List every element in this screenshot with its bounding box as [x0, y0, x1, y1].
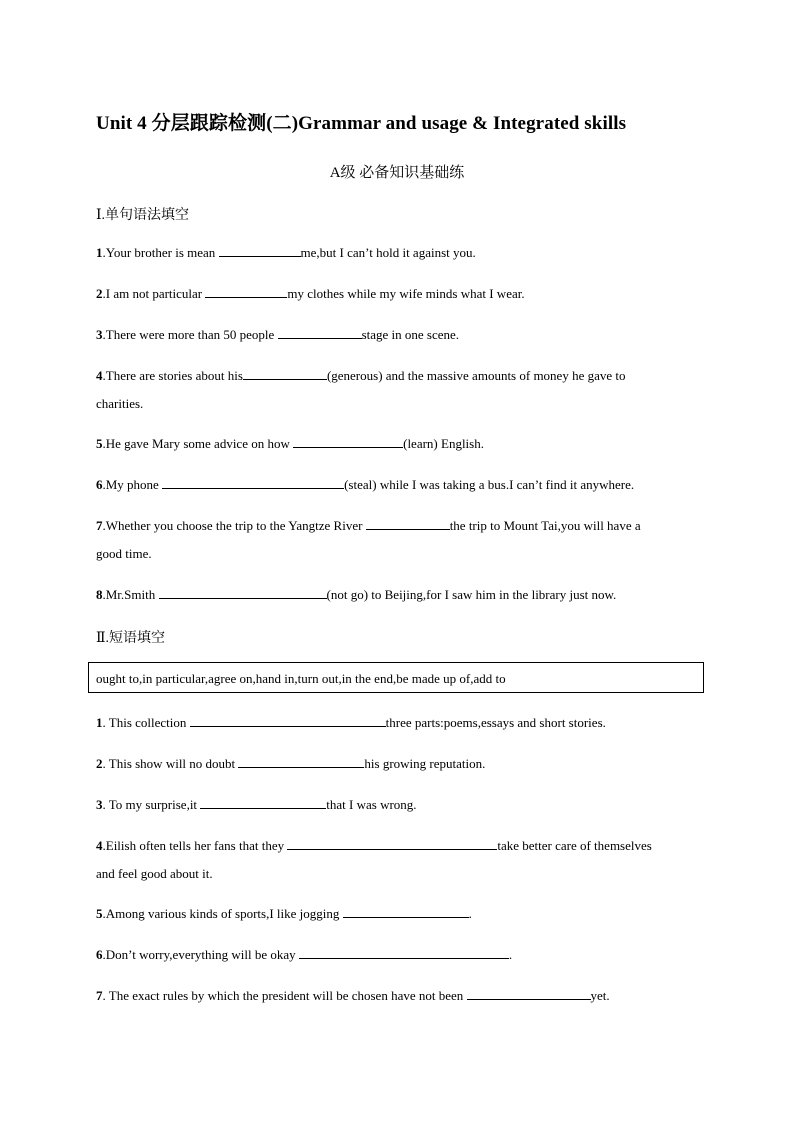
question-text: .: [508, 947, 513, 962]
question-text: .My phone: [102, 477, 163, 492]
question-text: .Whether you choose the trip to the Yangtze River: [102, 518, 366, 533]
question-text: . To my surprise,it: [102, 797, 201, 812]
answer-blank[interactable]: [159, 584, 327, 599]
page-title: Unit 4 分层跟踪检测(二)Grammar and usage & Integrated skills: [96, 113, 627, 134]
part2-question-7: [96, 982, 696, 1010]
question-number: 2: [96, 286, 103, 301]
question-text: .Don’t worry,everything will be okay: [102, 947, 299, 962]
answer-blank[interactable]: [190, 712, 386, 727]
question-text: me,but I can’t hold it against you.: [300, 245, 476, 260]
question-text: .Your brother is mean: [102, 245, 219, 260]
answer-blank[interactable]: [219, 242, 301, 257]
question-text-continued: good time.: [96, 546, 152, 561]
question-text: (generous) and the massive amounts of money he gave to: [326, 368, 626, 383]
question-number: 7: [96, 518, 103, 533]
part1-question-6: [96, 471, 696, 499]
answer-blank[interactable]: [278, 324, 362, 339]
question-text: .: [468, 906, 472, 921]
question-text-continued: charities.: [96, 396, 144, 411]
question-number: 2: [96, 756, 103, 771]
question-text: the trip to Mount Tai,you will have a: [449, 518, 641, 533]
question-number: 5: [96, 436, 103, 451]
question-text: . This show will no doubt: [102, 756, 239, 771]
question-text: his growing reputation.: [364, 756, 486, 771]
question-text: (learn) English.: [403, 436, 484, 451]
question-text: .Among various kinds of sports,I like jogging: [102, 906, 343, 921]
question-text: .Mr.Smith: [102, 587, 159, 602]
question-text: . The exact rules by which the president will be chosen have not been: [102, 988, 467, 1003]
question-number: 6: [96, 947, 103, 962]
answer-blank[interactable]: [299, 944, 509, 959]
question-text: .There are stories about his: [102, 368, 243, 383]
question-text: that I was wrong.: [326, 797, 417, 812]
part1-question-1: [96, 239, 696, 267]
question-number: 7: [96, 988, 103, 1003]
part2-question-2: [96, 750, 696, 778]
question-text: three parts:poems,essays and short stories.: [385, 715, 606, 730]
section-heading-part1: Ⅰ.单句语法填空: [96, 208, 190, 223]
part1-question-3: [96, 321, 696, 349]
question-text: my clothes while my wife minds what I wear.: [287, 286, 525, 301]
part1-question-2: [96, 280, 696, 308]
question-text: yet.: [590, 988, 610, 1003]
section-heading-part2: Ⅱ.短语填空: [96, 631, 166, 646]
part2-question-1: [96, 709, 696, 737]
question-text: .There were more than 50 people: [102, 327, 278, 342]
question-number: 3: [96, 797, 103, 812]
level-heading: A级 必备知识基础练: [329, 165, 465, 181]
answer-blank[interactable]: [287, 835, 497, 850]
question-text: .He gave Mary some advice on how: [102, 436, 294, 451]
answer-blank[interactable]: [200, 794, 326, 809]
question-number: 4: [96, 368, 103, 383]
answer-blank[interactable]: [343, 903, 469, 918]
answer-blank[interactable]: [293, 433, 403, 448]
phrase-bank-box: ought to,in particular,agree on,hand in,turn out,in the end,be made up of,add to: [88, 662, 704, 693]
question-number: 8: [96, 587, 103, 602]
question-text: take better care of themselves: [497, 838, 652, 853]
answer-blank[interactable]: [243, 365, 327, 380]
part1-question-7: [96, 512, 696, 568]
part2-question-5: [96, 900, 696, 928]
question-number: 1: [96, 715, 103, 730]
answer-blank[interactable]: [162, 474, 344, 489]
question-text: .I am not particular: [102, 286, 206, 301]
question-text: .Eilish often tells her fans that they: [102, 838, 288, 853]
part2-question-6: [96, 941, 696, 969]
answer-blank[interactable]: [366, 515, 450, 530]
question-text: (not go) to Beijing,for I saw him in the library just now.: [326, 587, 617, 602]
question-text: stage in one scene.: [361, 327, 460, 342]
question-number: 4: [96, 838, 103, 853]
answer-blank[interactable]: [238, 753, 364, 768]
question-text: . This collection: [102, 715, 190, 730]
question-number: 6: [96, 477, 103, 492]
part1-question-5: [96, 430, 696, 458]
part2-question-4: [96, 832, 696, 888]
answer-blank[interactable]: [205, 283, 287, 298]
question-number: 3: [96, 327, 103, 342]
part1-question-8: [96, 581, 696, 609]
answer-blank[interactable]: [467, 985, 591, 1000]
question-text: (steal) while I was taking a bus.I can’t find it anywhere.: [344, 477, 635, 492]
question-text-continued: and feel good about it.: [96, 866, 213, 881]
part2-question-3: [96, 791, 696, 819]
question-number: 5: [96, 906, 103, 921]
part1-question-4: [96, 362, 696, 418]
question-number: 1: [96, 245, 103, 260]
